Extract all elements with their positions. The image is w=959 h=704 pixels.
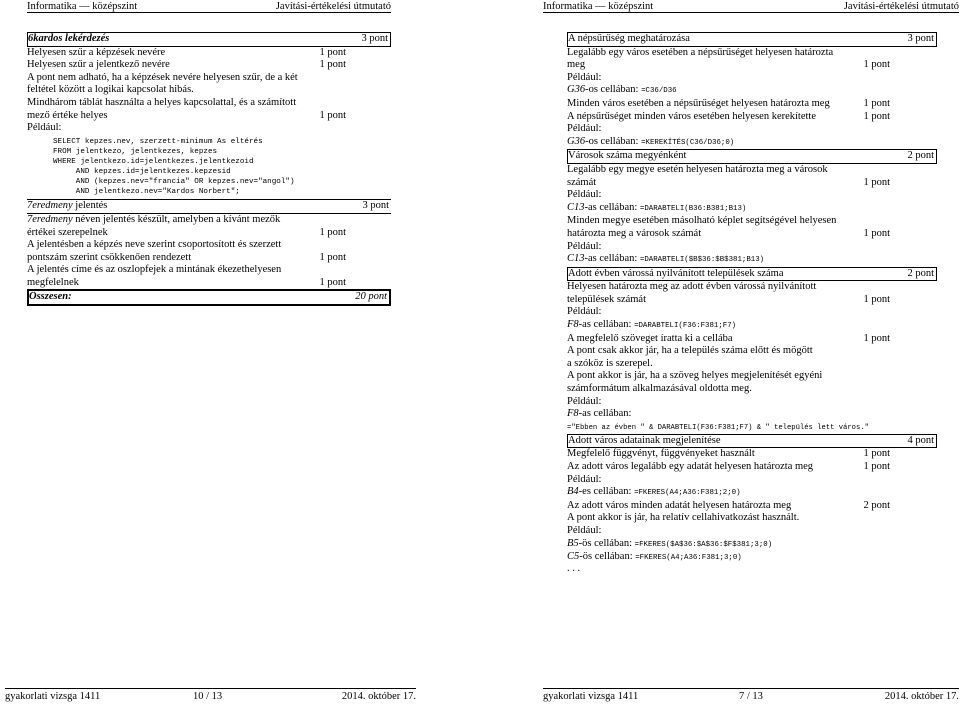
section-title: Adott évben várossá nyilvánított települések száma: [568, 267, 784, 279]
formula-code: =DARABTELI(B36:B381;B13): [639, 204, 747, 213]
criteria-text: határozta meg a városok számát: [567, 227, 702, 239]
criteria-text: Megfelelő függvényt, függvényeket használt: [567, 448, 755, 460]
criteria-text: számformátum alkalmazásával oldotta meg.: [567, 383, 752, 395]
criteria-points: 1 pont: [863, 293, 890, 305]
criteria-points: 1 pont: [863, 448, 890, 460]
criteria-points: 1 pont: [863, 110, 890, 122]
example-label: [27, 122, 391, 135]
left-content: [27, 32, 391, 306]
cell-text: -os cellában:: [585, 135, 642, 147]
cell-ref: C13: [567, 201, 585, 213]
example-label: [567, 306, 937, 319]
left-header-title: Informatika — középszint: [27, 1, 138, 12]
footer-exam: gyakorlati vizsga 1411: [5, 691, 101, 702]
right-content: [567, 32, 937, 573]
example-text: Például:: [567, 395, 602, 407]
footer-date: 2014. október 17.: [341, 691, 416, 702]
criteria-points: 1 pont: [319, 46, 346, 58]
criteria-text: A jelentésben a képzés neve szerint csoportosított és szerzett: [27, 239, 282, 251]
section-title-row: [27, 199, 391, 214]
criteria-row: [567, 215, 937, 228]
criteria-text: Legalább egy város esetében a népsűrűséget helyesen határozta: [567, 46, 834, 58]
formula-code: ="Ebben az évben " & DARABTELI(F36:F381;F7) & " település lett város.": [567, 423, 869, 432]
code-line: FROM jelentkezo, jelentkezes, kepzes: [53, 147, 218, 156]
criteria-text: pontszám szerint csökkenően rendezett: [27, 251, 192, 263]
section-title: Városok száma megyénként: [568, 150, 687, 162]
section-title-rest: jelentés: [72, 200, 108, 212]
cell-ref: F8: [567, 408, 579, 420]
criteria-text: A népsűrűséget minden város esetében helyesen kerekítette: [567, 110, 816, 122]
criteria-text: Helyesen szűr a jelentkező nevére: [27, 59, 170, 71]
formula-row: [567, 253, 937, 267]
criteria-text: Az adott város legalább egy adatát helyesen határozta meg: [567, 461, 814, 472]
example-text: Például:: [567, 123, 602, 135]
criteria-points: 1 pont: [863, 461, 890, 472]
section-points: 3 pont: [907, 33, 934, 44]
cell-ref: B4: [567, 486, 579, 498]
example-label: [567, 396, 937, 409]
cell-ref: G36: [567, 135, 586, 147]
cell-text: -os cellában:: [585, 84, 642, 96]
code-line: AND jelentkezo.nev="Kardos Norbert";: [53, 188, 240, 197]
section-points: 4 pont: [907, 434, 934, 446]
formula-code: =KEREKÍTÉS(C36/D36;0): [641, 138, 735, 147]
left-header-subtitle: Javítási-értékelési útmutató: [275, 1, 391, 12]
section-title-row: [27, 32, 391, 47]
example-label: [567, 189, 937, 202]
ellipsis-text: . . .: [567, 562, 581, 574]
formula-code: =FKERES(A4;A36:F381;3;0): [635, 554, 742, 563]
example-label: [567, 474, 937, 487]
criteria-row: [567, 228, 937, 241]
cell-text: -ös cellában:: [579, 551, 636, 563]
right-header-title: Informatika — középszint: [543, 1, 654, 12]
criteria-row: [567, 461, 937, 474]
code-line: AND (kepzes.nev="francia" OR kepzes.nev="angol"): [53, 178, 295, 187]
criteria-text: Minden megye esetében másolható képlet segítségével helyesen: [567, 215, 837, 227]
criteria-row: [567, 47, 937, 60]
formula-code: =DARABTELI(F36:F381;F7): [634, 322, 737, 331]
example-text: Például:: [27, 122, 62, 134]
criteria-text: A pont akkor is jár, ha a szöveg helyes megjelenítését egyéni: [567, 370, 823, 382]
formula-row: [567, 136, 937, 150]
footer-page-number: 7 / 13: [739, 691, 763, 702]
criteria-text: Helyesen szűr a képzések nevére: [27, 46, 166, 58]
criteria-points: 1 pont: [319, 251, 346, 263]
cell-text: -ös cellában:: [578, 537, 635, 549]
section-title-row: [567, 267, 937, 282]
criteria-text: mező értéke helyes: [27, 109, 108, 121]
criteria-text: A pont akkor is jár, ha relatív cellahivatkozást használt.: [567, 512, 800, 524]
criteria-text: A jelentés címe és az oszlopfejek a mintának ékezethelyesen: [27, 264, 282, 276]
cell-text: -as cellában:: [584, 253, 640, 265]
footer-date: 2014. október 17.: [884, 691, 959, 702]
cell-text: -as cellában:: [578, 319, 635, 331]
criteria-note: [27, 84, 391, 97]
header-rule: [27, 12, 391, 13]
criteria-text: a szóköz is szerepel.: [567, 357, 653, 369]
criteria-text: néven jelentés készült, amelyben a kívánt mezők: [72, 213, 281, 225]
code-line: AND kepzes.id=jelentkezes.kepzesid: [53, 168, 231, 177]
criteria-text: A pont nem adható, ha a képzések nevére helyesen szűr, de a két: [27, 71, 298, 83]
footer-exam: gyakorlati vizsga 1411: [543, 691, 639, 702]
criteria-row: [567, 333, 937, 346]
example-text: Például:: [567, 71, 602, 83]
section-title-row: [567, 434, 937, 449]
criteria-note: [567, 370, 937, 383]
section-title: A népsűrűség meghatározása: [568, 33, 690, 44]
criteria-points: 1 pont: [863, 227, 890, 239]
formula-row: [567, 408, 937, 421]
criteria-text: megfelelnek: [27, 276, 79, 288]
left-footer: [5, 691, 416, 703]
criteria-text: Minden város esetében a népsűrűséget helyesen határozta meg: [567, 97, 830, 109]
section-points: 2 pont: [907, 150, 934, 162]
criteria-row: [567, 59, 937, 72]
criteria-row: [567, 281, 937, 294]
cell-ref: B5: [567, 537, 579, 549]
formula-code: =DARABTELI($B$36:$B$381;B13): [639, 256, 765, 265]
example-label: [567, 72, 937, 85]
formula-code: =FKERES(A4;A36:F381;2;0): [634, 489, 741, 498]
criteria-text: számát: [567, 176, 597, 188]
header-rule: [543, 12, 959, 13]
criteria-row: [567, 177, 937, 190]
example-text: Például:: [567, 473, 602, 485]
criteria-row: [27, 277, 391, 290]
criteria-row: [27, 97, 391, 110]
criteria-text: Legalább egy megye esetén helyesen határozta meg a városok: [567, 163, 828, 175]
criteria-text: feltétel között a logikai kapcsolat hibás.: [27, 84, 194, 96]
footer-rule: [543, 688, 959, 689]
section-title: Adott város adatainak megjelenítése: [568, 434, 721, 446]
formula-row: [567, 551, 937, 565]
criteria-text: Az adott város minden adatát helyesen határozta meg: [567, 499, 792, 511]
criteria-note: [567, 358, 937, 371]
example-text: Például:: [567, 524, 602, 536]
criteria-row: [567, 500, 937, 513]
example-text: Például:: [567, 189, 602, 201]
cell-ref: G36: [567, 84, 586, 96]
example-text: Például:: [567, 240, 602, 252]
criteria-note: [27, 72, 391, 85]
criteria-text: A pont csak akkor jár, ha a település száma előtt és mögött: [567, 345, 813, 357]
section-points: 3 pont: [361, 33, 388, 44]
cell-text: -as cellában:: [584, 201, 640, 213]
right-header: [543, 0, 959, 13]
formula-row: [567, 202, 937, 216]
criteria-text: A megfelelő szöveget íratta ki a cellába: [567, 332, 733, 344]
section-points: 2 pont: [907, 267, 934, 279]
footer-rule: [5, 688, 416, 689]
total-points: 20 pont: [355, 291, 387, 303]
code-line: SELECT kepzes.nev, szerzett-minimum As eltérés: [53, 137, 263, 146]
criteria-row: [567, 294, 937, 307]
formula-code: =C36/D36: [641, 87, 677, 96]
criteria-row: [27, 59, 391, 72]
total-row: [27, 289, 391, 306]
cell-ref: C13: [567, 253, 585, 265]
criteria-row: [27, 239, 391, 252]
example-label: [567, 241, 937, 254]
footer-page-number: 10 / 13: [193, 691, 223, 702]
section-title-row: [567, 149, 937, 164]
criteria-row: [567, 98, 937, 111]
criteria-points: 1 pont: [319, 59, 346, 71]
criteria-text: Helyesen határozta meg az adott évben várossá nyilvánított: [567, 281, 817, 293]
code-line: WHERE jelentkezo.id=jelentkezes.jelentkezoid: [53, 157, 254, 166]
cell-ref: C5: [567, 551, 580, 563]
sql-code-block: [27, 137, 391, 198]
criteria-italic: 7eredmeny: [27, 213, 73, 225]
criteria-row: [27, 264, 391, 277]
cell-text: -es cellában:: [578, 486, 635, 498]
criteria-row: [27, 47, 391, 60]
cell-text: -as cellában:: [578, 408, 632, 420]
criteria-note: [567, 383, 937, 396]
criteria-points: 1 pont: [863, 97, 890, 109]
criteria-note: [567, 512, 937, 525]
criteria-text: értékei szerepelnek: [27, 226, 108, 238]
criteria-points: 1 pont: [319, 109, 346, 121]
criteria-row: [567, 111, 937, 124]
criteria-row: [567, 164, 937, 177]
section-title: 6kardos lekérdezés: [28, 33, 110, 44]
formula-row: [567, 538, 937, 552]
criteria-note: [567, 345, 937, 358]
criteria-points: 1 pont: [863, 332, 890, 344]
criteria-row: [567, 448, 937, 461]
formula-row: [567, 319, 937, 333]
total-label: Összesen:: [29, 291, 72, 303]
criteria-row: [27, 252, 391, 265]
ellipsis-row: [567, 562, 937, 574]
formula-row: [567, 421, 937, 434]
formula-code: =FKERES($A$36:$A$36:$F$381;3;0): [634, 540, 773, 549]
criteria-points: 2 pont: [863, 499, 890, 511]
criteria-points: 1 pont: [863, 59, 890, 71]
section-title-row: [567, 32, 937, 47]
criteria-row: [27, 227, 391, 240]
criteria-text: települések számát: [567, 293, 647, 305]
section-points: 3 pont: [362, 200, 389, 212]
left-header: [27, 0, 391, 13]
cell-ref: F8: [567, 319, 579, 331]
criteria-row: [27, 110, 391, 123]
section-title: 7eredmeny: [27, 200, 73, 212]
criteria-row: [27, 214, 391, 227]
formula-row: [567, 84, 937, 98]
formula-row: [567, 486, 937, 500]
criteria-text: Mindhárom táblát használta a helyes kapcsolattal, és a számított: [27, 96, 297, 108]
example-label: [567, 123, 937, 136]
criteria-points: 1 pont: [319, 276, 346, 288]
example-label: [567, 525, 937, 538]
example-text: Például:: [567, 306, 602, 318]
criteria-points: 1 pont: [863, 176, 890, 188]
right-header-subtitle: Javítási-értékelési útmutató: [843, 1, 959, 12]
right-footer: [543, 691, 959, 703]
criteria-points: 1 pont: [319, 226, 346, 238]
criteria-text: meg: [567, 59, 586, 71]
